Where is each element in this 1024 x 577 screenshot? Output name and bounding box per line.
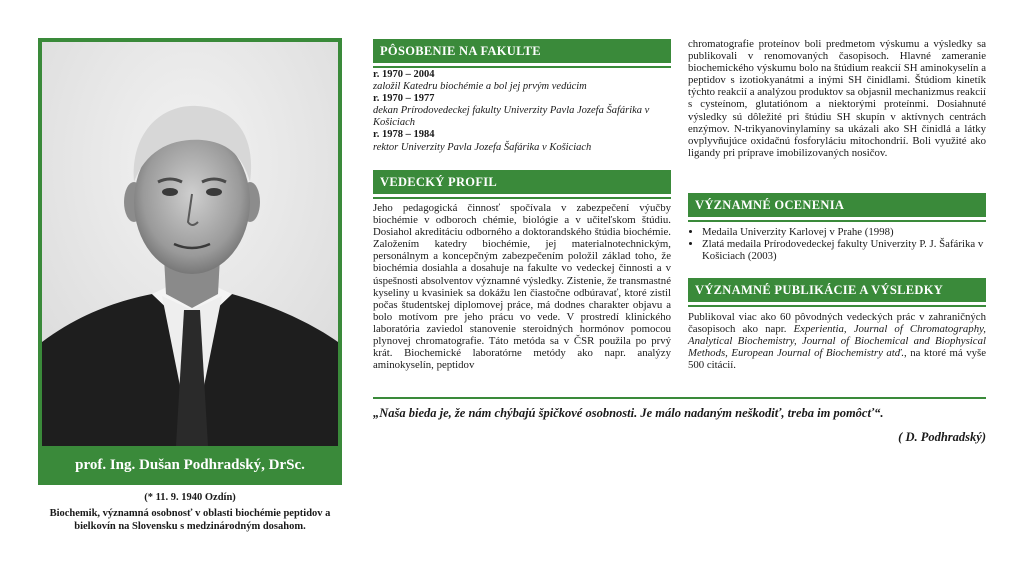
faculty-entry-desc: dekan Prírodovedeckej fakulty Univerzity Pavla Jozefa Šafárika v Košiciach <box>373 105 650 129</box>
profile-text: Jeho pedagogická činnosť spočívala v zabezpečení výučby biochémie v odboroch chémie, biológie a v učiteľskom štúdiu. Dosiahol akreditáciu odborného a doktorandského štúdia biochémie. Založením katedry biochémie, jej materialnotechnickým, personálnym a koncepčným zabezpečením položil základ toho, že biochémia dosiahla a dosahuje na fakulte vo vedeckej činnosti a v úspešnosti absolventov významné výsledky. Zistenie, že transmastné kyseliny u kvasiniek sa dokážu len čiastočne odbúravať, ktoré zistil počas študentskej diplomovej práce, má dodnes charakter objavu a bolo motívom pre jeho prácu vo vede. V prostredí klinického laboratória zaviedol stanovenie steroidných hormónov pomocou plynovej chromatografie. Táto metóda sa v ČSR použila po prvý krát. Biochemické laboratórne metódy ako napr. analýzy aminokyselín, peptidov <box>373 202 671 372</box>
awards-heading: VÝZNAMNÉ OCENENIA <box>688 193 986 217</box>
quote-divider <box>373 397 986 399</box>
publications-text-after: , na ktoré má vyše 500 citácií. <box>688 347 986 372</box>
faculty-entry-years: r. 1970 – 1977 <box>373 93 435 105</box>
faculty-entry-desc: rektor Univerzity Pavla Jozefa Šafárika v Košiciach <box>373 141 592 153</box>
publications-journals: Experientia, Journal of Chromatography, Analytical Biochemistry, Journal of Biochemical and Biophysical Methods, European Journal of Biochemistry atď. <box>688 323 986 360</box>
birth-info: (* 11. 9. 1940 Ozdín) <box>144 492 236 503</box>
faculty-entry-years: r. 1970 – 2004 <box>373 69 435 80</box>
publications-heading: VÝZNAMNÉ PUBLIKÁCIE A VÝSLEDKY <box>688 278 986 302</box>
faculty-entry-desc: založil Katedru biochémie a bol jej prvým vedúcim <box>373 81 587 93</box>
profile-text-continued: chromatografie proteínov boli predmetom výskumu a výsledky sa publikovali v renomovaných časopisoch. Hlavné zameranie biochemického výskumu bolo na štúdium reakcií SH aminokyselín a peptidov s izotiokyanátmi a inými SH činidlami. Štúdiom kinetík týchto reakcií a analýzou produktov sa objasnil mechanizmus reakcií s cysteínom, glutatiónom a niektorými proteínmi. Dosiahnuté výsledky sú dôležité pri štúdiu SH skupín v aktívnych centrách enzýmov. N-trikyanovinylamíny sa ukázali ako SH činidlá a látky ovplyvňujúce oxidačnú fosforyláciu mitochondrií. Boli využité ako ligandy pri príprave imobilizovaných nosičov. <box>688 38 987 159</box>
portrait-caption: prof. Ing. Dušan Podhradský, DrSc. <box>75 457 305 473</box>
portrait-card <box>38 38 342 485</box>
award-item: • Zlatá medaila Prírodovedeckej fakulty Univerzity P. J. Šafárika v Košiciach (2003) <box>702 238 986 262</box>
publications-text-before: Publikoval viac ako 60 pôvodných vedeckých prác v zahraničných časopisoch ako napr. <box>688 311 986 336</box>
award-item: • Medaila Univerzity Karlovej v Prahe (1998) <box>702 226 986 238</box>
faculty-entries <box>373 69 671 154</box>
portrait-photo <box>42 42 338 446</box>
faculty-entry-years: r. 1978 – 1984 <box>373 129 435 141</box>
profile-heading: VEDECKÝ PROFIL <box>373 170 671 194</box>
bio-summary: Biochemik, významná osobnosť v oblasti biochémie peptidov a bielkovín na Slovensku s medzinárodným dosahom. <box>49 508 331 532</box>
faculty-heading: PÔSOBENIE NA FAKULTE <box>373 39 671 63</box>
quote-text: „Naša bieda je, že nám chýbajú špičkové osobnosti. Je málo nadaným neškodiť, treba im pomôcť“. <box>373 406 884 420</box>
publications-text <box>688 311 986 371</box>
quote-author: ( D. Podhradský) <box>898 430 986 444</box>
awards-list <box>688 226 986 262</box>
